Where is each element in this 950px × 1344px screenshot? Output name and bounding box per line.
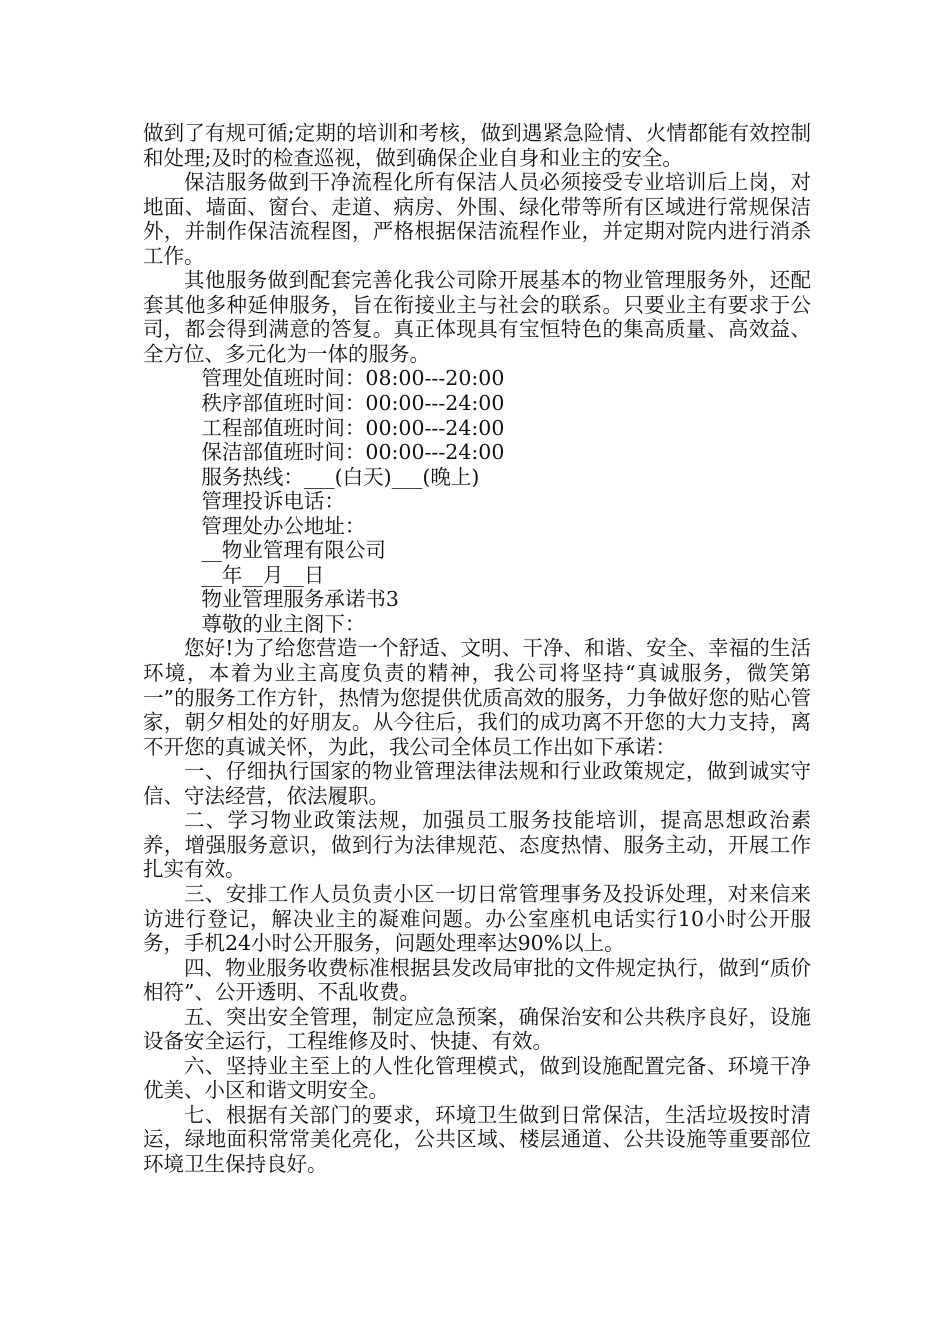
commitment-2: 二、学习物业政策法规，加强员工服务技能培训，提高思想政治素养，增强服务意识，做到行为法律规范、态度热情、服务主动，开展工作扎实有效。 — [143, 808, 811, 882]
complaint-phone: 管理投诉电话： — [201, 489, 345, 514]
office-address: 管理处办公地址： — [201, 513, 366, 538]
date-line: __年__月__日 — [201, 562, 325, 587]
duty-hours-engineering: 工程部值班时间：00:00---24:00 — [201, 415, 505, 440]
duty-hours-cleaning: 保洁部值班时间：00:00---24:00 — [201, 440, 505, 465]
paragraph-greeting: 您好!为了给您营造一个舒适、文明、干净、和谐、安全、幸福的生活环境，本着为业主高度负责的精神，我公司将坚持“真诚服务，微笑第一”的服务工作方针，热情为您提供优质高效的服务，力争做好您的贴心管家，朝夕相处的好朋友。从今往后，我们的成功离不开您的大力支持，离不开您的真诚关怀，为此，我公司全体员工作出如下承诺： — [143, 636, 811, 759]
section-title: 物业管理服务承诺书3 — [201, 587, 399, 612]
paragraph-cleaning-service: 保洁服务做到干净流程化所有保洁人员必须接受专业培训后上岗，对地面、墙面、窗台、走道、病房、外围、绿化带等所有区域进行常规保洁外，并制作保洁流程图，严格根据保洁流程作业，并定期对院内进行消杀工作。 — [143, 170, 811, 268]
document-body — [143, 121, 811, 1177]
commitment-5: 五、突出安全管理，制定应急预案，确保治安和公共秩序良好，设施设备安全运行，工程维修及时、快捷、有效。 — [143, 1004, 811, 1054]
duty-hours-order: 秩序部值班时间：00:00---24:00 — [201, 391, 505, 416]
commitment-6: 六、坚持业主至上的人性化管理模式，做到设施配置完备、环境干净优美、小区和谐文明安全。 — [143, 1053, 811, 1103]
paragraph-other-services: 其他服务做到配套完善化我公司除开展基本的物业管理服务外，还配套其他多种延伸服务，旨在衔接业主与社会的联系。只要业主有要求于公司，都会得到满意的答复。真正体现具有宝恒特色的集高质量、高效益、全方位、多元化为一体的服务。 — [143, 268, 811, 366]
commitment-7: 七、根据有关部门的要求，环境卫生做到日常保洁，生活垃圾按时清运，绿地面积常常美化亮化，公共区域、楼层通道、公共设施等重要部位环境卫生保持良好。 — [143, 1102, 811, 1176]
duty-hours-management: 管理处值班时间：08:00---20:00 — [201, 366, 505, 391]
commitment-1: 一、仔细执行国家的物业管理法律法规和行业政策规定，做到诚实守信、守法经营，依法履职。 — [143, 759, 811, 808]
commitment-4: 四、物业服务收费标准根据县发改局审批的文件规定执行，做到“质价相符”、公开透明、不乱收费。 — [143, 955, 811, 1005]
commitment-3: 三、安排工作人员负责小区一切日常管理事务及投诉处理，对来信来访进行登记，解决业主的凝难问题。办公室座机电话实行10小时公开服务，手机24小时公开服务，问题处理率达90%以上。 — [143, 881, 811, 956]
service-hotline: 服务热线：___(白天)___(晚上) — [201, 464, 480, 489]
salutation: 尊敬的业主阁下： — [201, 611, 366, 636]
paragraph-security-continued: 做到了有规可循;定期的培训和考核，做到遇紧急险情、火情都能有效控制和处理;及时的检查巡视，做到确保企业自身和业主的安全。 — [143, 121, 811, 170]
company-name: __物业管理有限公司 — [201, 538, 386, 563]
